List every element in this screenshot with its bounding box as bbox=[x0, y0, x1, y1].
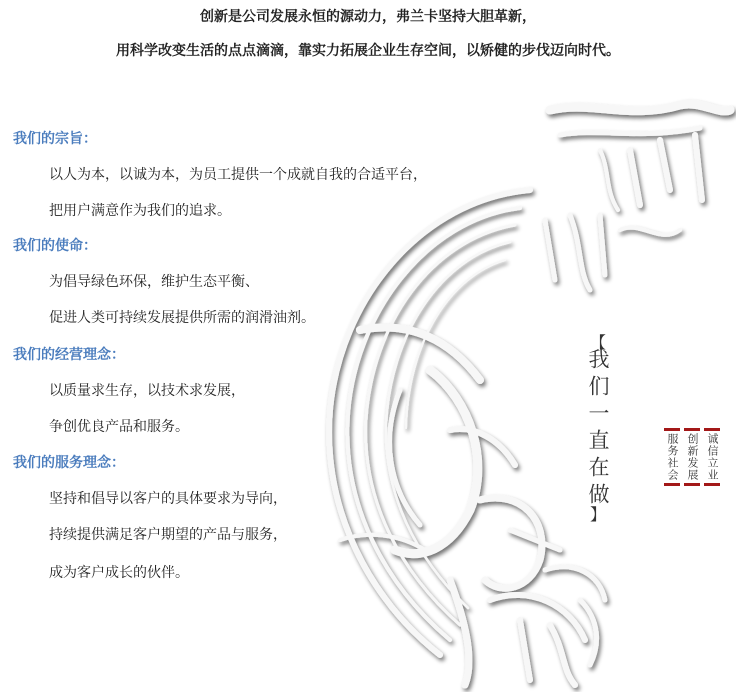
section-text: 把用户满意作为我们的追求。 bbox=[49, 203, 231, 219]
section-text: 坚持和倡导以客户的具体要求为导向， bbox=[49, 491, 287, 507]
value-tag-service: 服务社会 bbox=[664, 428, 680, 486]
slogan-close-bracket: 】 bbox=[589, 505, 606, 524]
section-heading-business-philosophy: 我们的经营理念： bbox=[13, 347, 125, 363]
slogan bbox=[576, 330, 620, 524]
section-text: 促进人类可持续发展提供所需的润滑油剂。 bbox=[49, 310, 315, 326]
section-heading-service-philosophy: 我们的服务理念： bbox=[13, 455, 125, 471]
section-text: 争创优良产品和服务。 bbox=[49, 419, 189, 435]
section-text: 以人为本，以诚为本，为员工提供一个成就自我的合适平台， bbox=[49, 167, 427, 183]
section-text: 为倡导绿色环保，维护生态平衡、 bbox=[49, 274, 259, 290]
section-heading-mission: 我们的使命： bbox=[13, 238, 97, 254]
slogan-text: 我们一直在做 bbox=[586, 348, 610, 510]
section-text: 持续提供满足客户期望的产品与服务， bbox=[49, 527, 287, 543]
calligraphy-brush-art-icon bbox=[300, 80, 736, 692]
intro-line-2: 用科学改变生活的点点滴滴，靠实力拓展企业生存空间，以矫健的步伐迈向时代。 bbox=[116, 43, 620, 59]
value-tag-innovation: 创新发展 bbox=[684, 428, 700, 486]
intro-line-1: 创新是公司发展永恒的源动力，弗兰卡坚持大胆革新， bbox=[200, 9, 536, 25]
section-heading-purpose: 我们的宗旨： bbox=[13, 131, 97, 147]
section-text: 成为客户成长的伙伴。 bbox=[49, 565, 189, 581]
slogan-open-bracket: 【 bbox=[589, 333, 606, 352]
value-tag-integrity: 诚信立业 bbox=[704, 428, 720, 486]
section-text: 以质量求生存，以技术求发展， bbox=[49, 383, 245, 399]
